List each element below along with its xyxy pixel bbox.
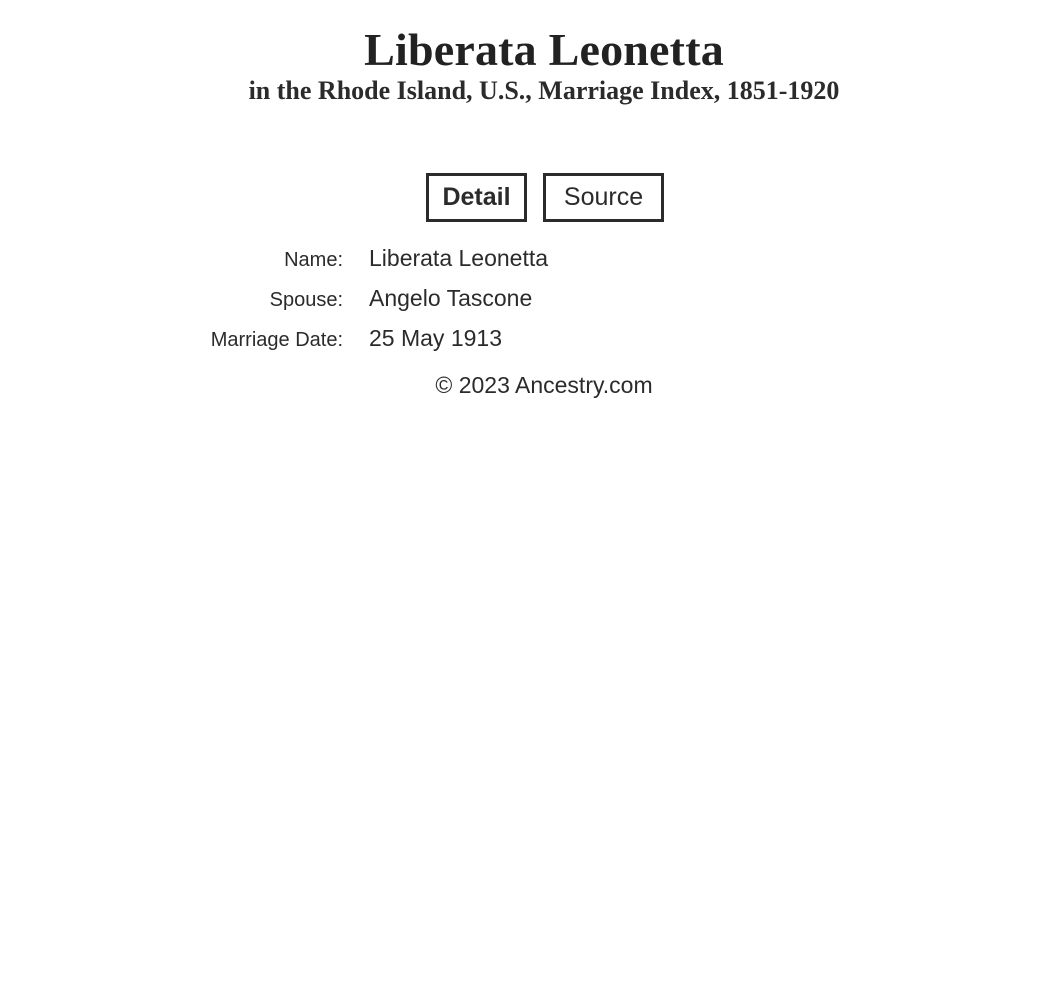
record-header xyxy=(0,22,1057,106)
record-tabs xyxy=(426,173,664,222)
detail-value: Liberata Leonetta xyxy=(369,245,549,271)
tab-source[interactable]: Source xyxy=(543,173,664,222)
tab-detail[interactable]: Detail xyxy=(426,173,527,222)
detail-row-name xyxy=(0,238,1057,278)
detail-label: Name: xyxy=(284,249,343,271)
detail-label: Marriage Date: xyxy=(210,329,343,351)
detail-row-marriage-date xyxy=(0,318,1057,358)
page-title: Liberata Leonetta xyxy=(364,24,724,75)
detail-value: 25 May 1913 xyxy=(369,325,502,351)
detail-row-spouse xyxy=(0,278,1057,318)
collection-subtitle: in the Rhode Island, U.S., Marriage Index, 1851-1920 xyxy=(248,76,840,105)
record-details xyxy=(0,238,1057,358)
copyright-text: © 2023 Ancestry.com xyxy=(435,372,653,398)
detail-value: Angelo Tascone xyxy=(369,285,533,311)
detail-label: Spouse: xyxy=(269,289,343,311)
